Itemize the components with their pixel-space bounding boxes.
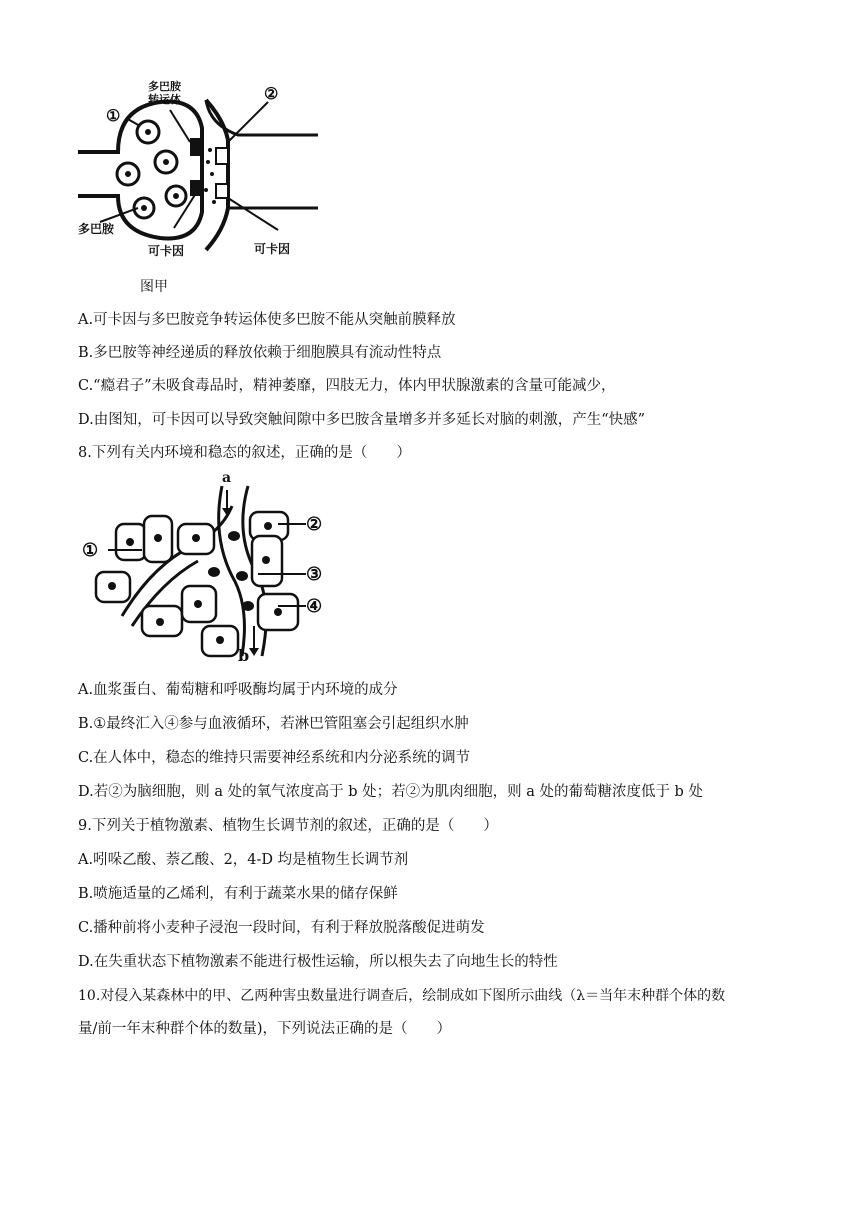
q9-option-c: C.播种前将小麦种子浸泡一段时间，有利于释放脱落酸促进萌发 <box>78 920 485 936</box>
label-circle-1: ① <box>106 106 121 125</box>
q8-option-d: D.若②为脑细胞，则 a 处的氧气浓度高于 b 处；若②为肌肉细胞，则 a 处的葡萄糖浓度低于 b 处 <box>78 784 703 800</box>
q7-option-b: B.多巴胺等神经递质的释放依赖于细胞膜具有流动性特点 <box>78 345 442 361</box>
cocaine-label-right: 可卡因 <box>254 242 291 256</box>
label-c2: ② <box>306 514 323 535</box>
q10-stem-line1: 10.对侵入某森林中的甲、乙两种害虫数量进行调查后，绘制成如下图所示曲线（λ＝当年末种群个体的数 <box>78 988 726 1004</box>
label-c4: ④ <box>306 596 323 617</box>
figure-caption: 图甲 <box>140 279 168 295</box>
q9-option-d: D.在失重状态下植物激素不能进行极性运输，所以根失去了向地生长的特性 <box>78 954 558 970</box>
q7-option-c: C.“瘾君子”未吸食毒品时，精神萎靡，四肢无力，体内甲状腺激素的含量可能减少， <box>78 378 616 394</box>
cocaine-label-left: 可卡因 <box>148 244 185 258</box>
synapse-diagram <box>78 80 328 265</box>
q7-option-d: D.由图知，可卡因可以导致突触间隙中多巴胺含量增多并多延长对脑的刺激，产生“快感” <box>78 412 646 428</box>
dopamine-label: 多巴胺 <box>78 222 115 236</box>
q8-option-b: B.①最终汇入④参与血液循环，若淋巴管阻塞会引起组织水肿 <box>78 716 469 732</box>
tissue-diagram <box>82 470 332 666</box>
label-c1: ① <box>82 540 99 561</box>
label-b: b <box>238 646 250 665</box>
q10-stem-line2: 量/前一年末种群个体的数量)，下列说法正确的是（ ） <box>78 1021 452 1037</box>
q9-option-a: A.吲哚乙酸、萘乙酸、2，4-D 均是植物生长调节剂 <box>78 852 409 868</box>
q7-option-a: A.可卡因与多巴胺竞争转运体使多巴胺不能从突触前膜释放 <box>78 312 456 328</box>
label-circle-2: ② <box>264 84 279 103</box>
q8-stem: 8.下列有关内环境和稳态的叙述，正确的是（ ） <box>78 445 411 461</box>
q8-option-a: A.血浆蛋白、葡萄糖和呼吸酶均属于内环境的成分 <box>78 682 398 698</box>
label-c3: ③ <box>306 564 323 585</box>
transporter-label: 多巴胺 转运体 <box>148 80 181 106</box>
q9-stem: 9.下列关于植物激素、植物生长调节剂的叙述，正确的是（ ） <box>78 818 498 834</box>
q8-option-c: C.在人体中，稳态的维持只需要神经系统和内分泌系统的调节 <box>78 750 471 766</box>
q9-option-b: B.喷施适量的乙烯利，有利于蔬菜水果的储存保鲜 <box>78 886 398 902</box>
label-a: a <box>222 470 232 486</box>
